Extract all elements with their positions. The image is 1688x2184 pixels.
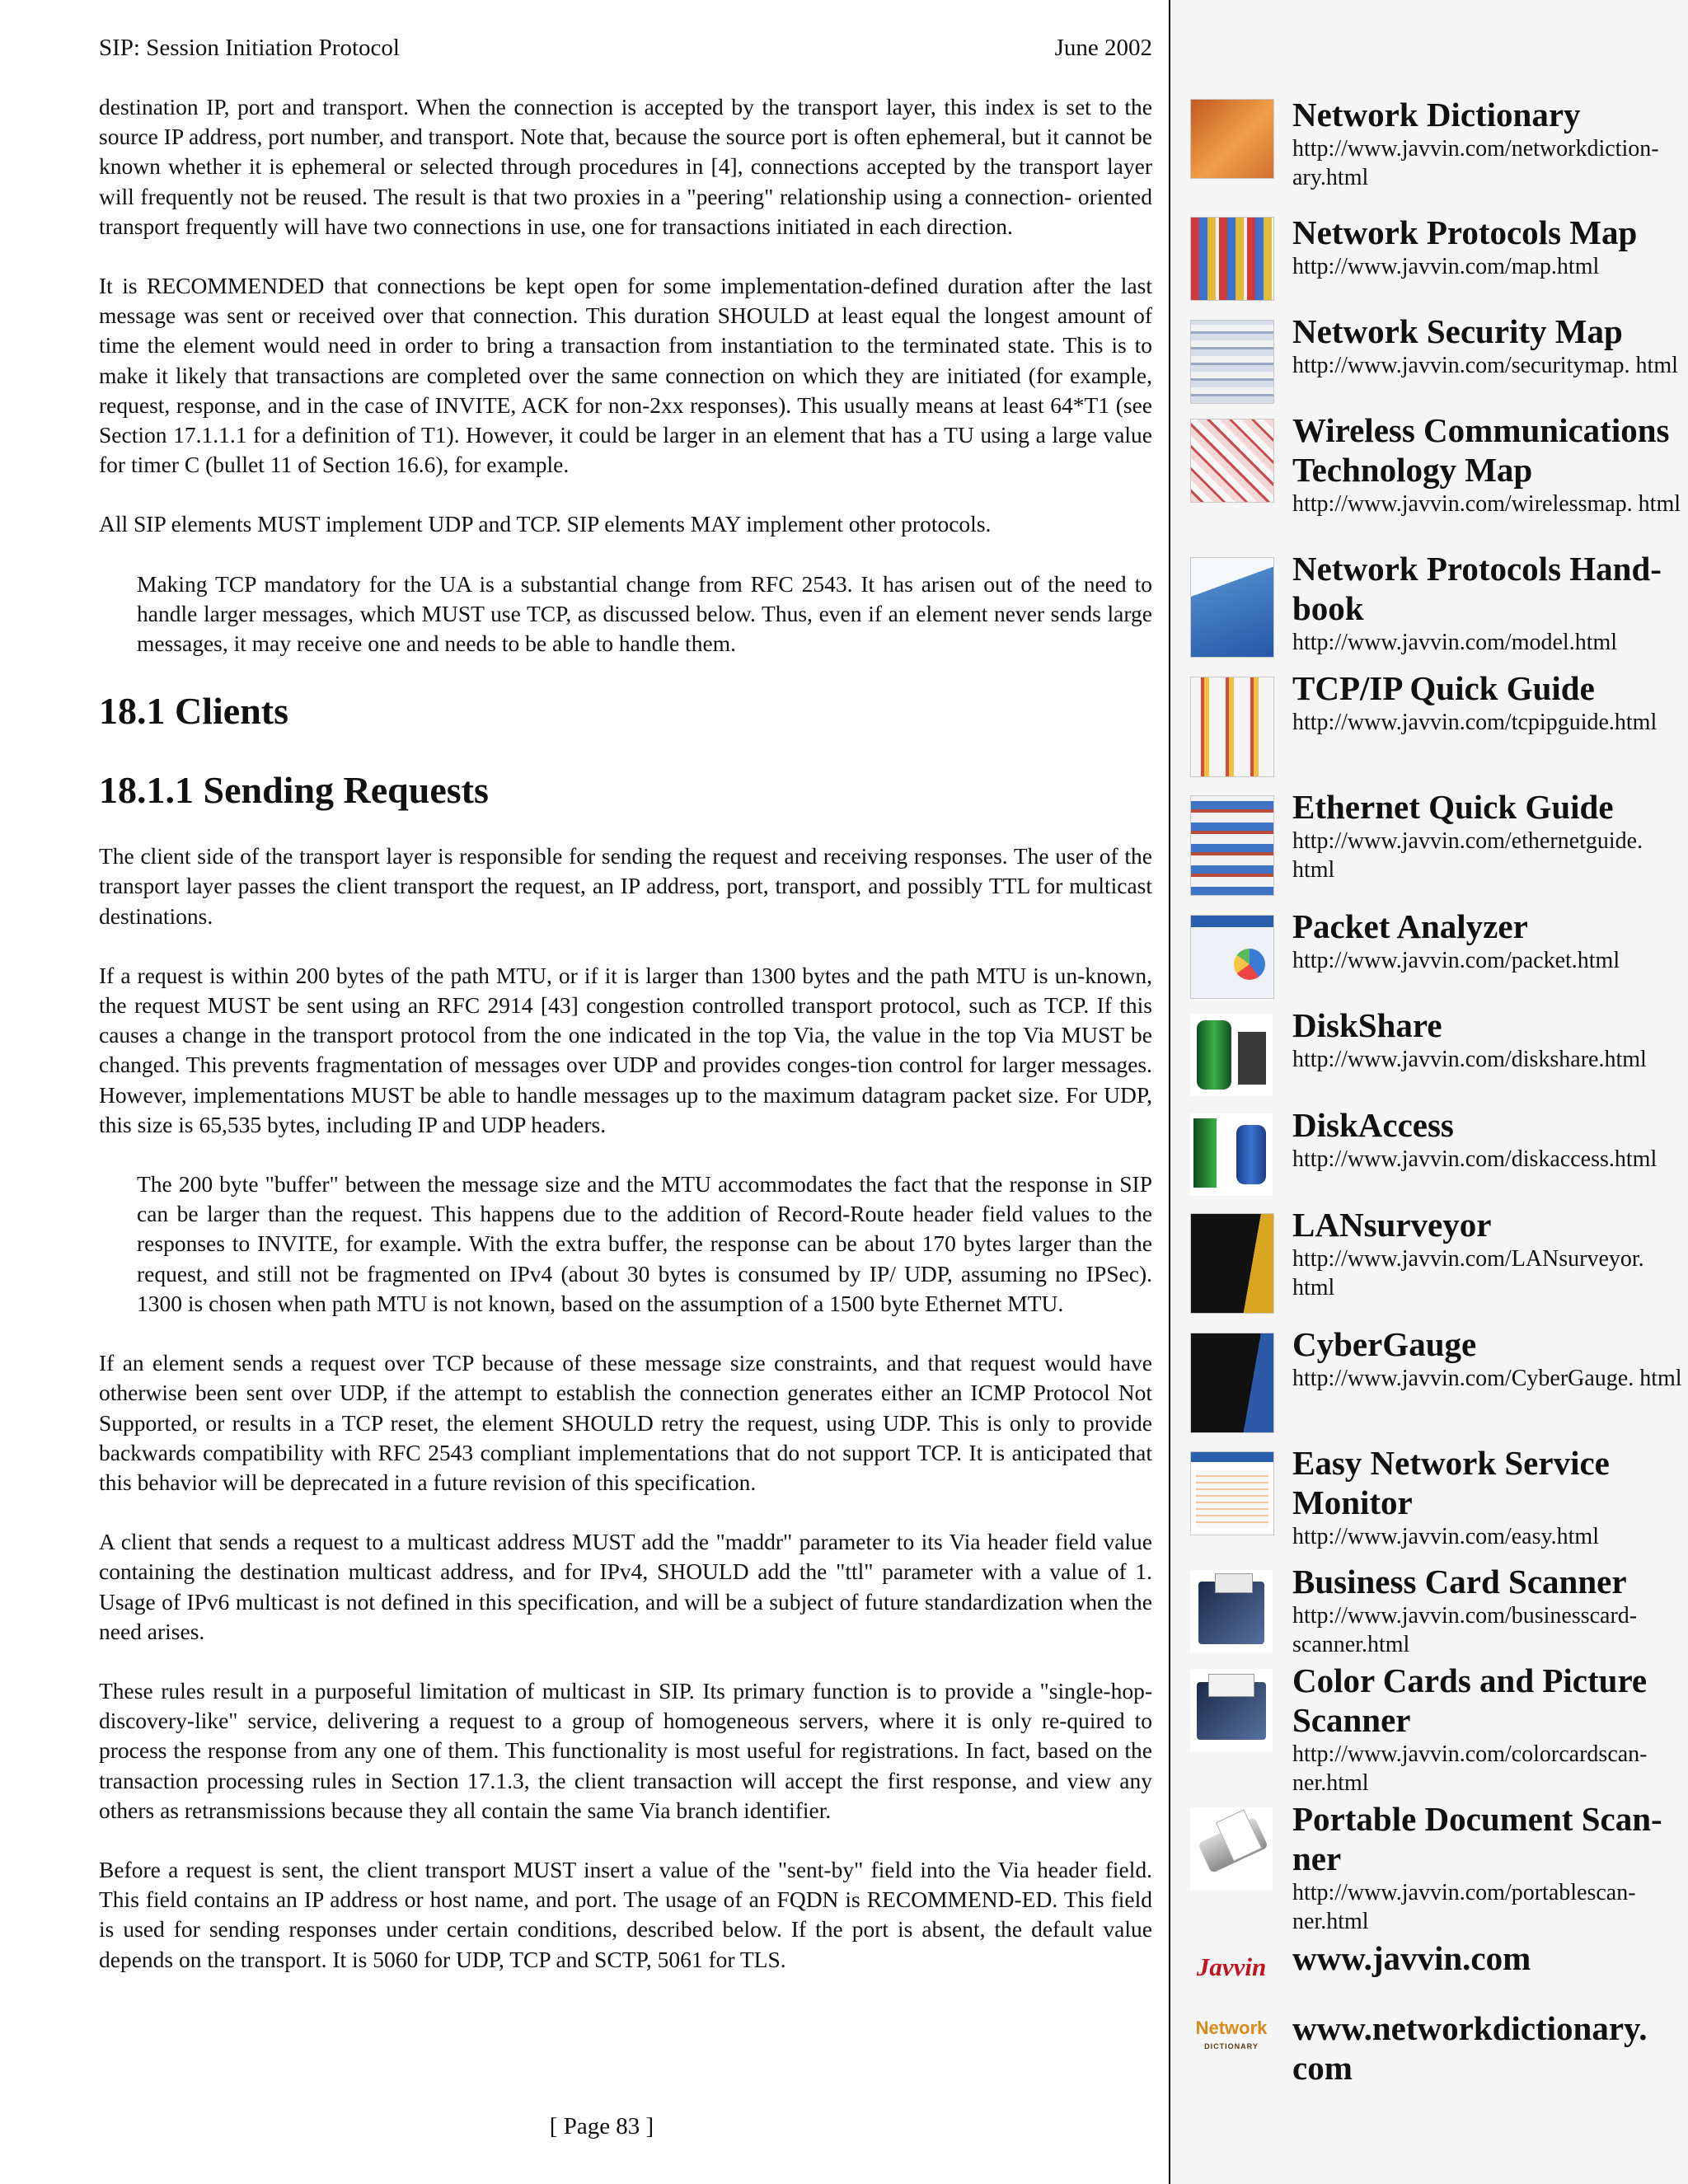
ad-title[interactable]: Ethernet Quick Guide (1292, 788, 1614, 826)
guide-poster-icon (1190, 795, 1274, 896)
ad-url[interactable]: http://www.javvin.com/networkdiction-ary.html (1292, 136, 1659, 190)
paragraph: These rules result in a purposeful limitation of multicast in SIP. Its primary function is to provide a "single-hop-discovery-like" service, delivering a request to a group of homogeneous servers, where it is only re-quired to process the response from any one of them. This functionality is most useful for registrations. In fact, based on the transaction processing rules in Section 17.1.3, the client transaction will accept the first response, and view any others as retransmissions because they all contain the same Via branch identifier. (99, 1677, 1152, 1823)
ad-url[interactable]: http://www.javvin.com/businesscard-scanner.html (1292, 1603, 1638, 1657)
map-poster-icon (1190, 320, 1274, 404)
guide-poster-icon (1190, 677, 1274, 777)
paragraph: destination IP, port and transport. When the connection is accepted by the transport layer, this index is set to the source IP address, port number, and transport. Note that, because the source port is often ephemeral, but it cannot be known whether it is ephemeral or selected through procedures in [4], connections accepted by the transport layer will frequently not be reused. The result is that two proxies in a "peering" relationship using a connection- oriented transport frequently will have two connections in use, one for transactions initiated in each direction. (99, 94, 1152, 239)
paragraph: If an element sends a request over TCP because of these message size constraints, and that request would have otherwise been sent over UDP, if the attempt to establish the connection generates either an ICMP Protocol Not Supported, or results in a TCP reset, the element SHOULD retry the request, using UDP. This is only to provide backwards compatibility with RFC 2543 compliant implementations that do not support TCP. It is anticipated that this behavior will be deprecated in a future revision of this specification. (99, 1350, 1152, 1495)
paragraph: A client that sends a request to a multicast address MUST add the "maddr" parameter to its Via header field value containing the destination multicast address, and for IPv4, SHOULD add the "ttl" parameter with a value of 1. Usage of IPv6 multicast is not defined in this specification, and will be a subject of future standardization when the need arises. (99, 1529, 1152, 1644)
ad-title[interactable]: www.networkdictionary. com (1292, 2009, 1648, 2087)
software-box-icon (1190, 1213, 1274, 1314)
screenshot-icon (1190, 915, 1274, 999)
ad-url[interactable]: http://www.javvin.com/colorcardscan-ner.html (1292, 1741, 1648, 1796)
ad-title[interactable]: LANsurveyor (1292, 1206, 1492, 1244)
map-poster-icon (1190, 419, 1274, 503)
running-header-date: June 2002 (1054, 35, 1152, 61)
paragraph: Before a request is sent, the client transport MUST insert a value of the "sent-by" field into the Via header field. This field contains an IP address or host name, and port. The usage of an FQDN is RECOMMEND-ED. This field is used for sending responses under certain conditions, described below. If the port is absent, the default value depends on the transport. It is 5060 for UDP, TCP and SCTP, 5061 for TLS. (99, 1856, 1152, 1972)
ad-title[interactable]: Network Security Map (1292, 312, 1623, 350)
subsection-heading-sending-requests: 18.1.1 Sending Requests (99, 769, 489, 812)
running-header-title: SIP: Session Initiation Protocol (99, 35, 400, 61)
ad-url[interactable]: http://www.javvin.com/portablescan-ner.html (1292, 1880, 1636, 1934)
ad-url[interactable]: http://www.javvin.com/model.html (1292, 630, 1618, 655)
ad-url[interactable]: http://www.javvin.com/easy.html (1292, 1524, 1599, 1549)
ad-title[interactable]: Business Card Scanner (1292, 1563, 1627, 1601)
ad-title[interactable]: CyberGauge (1292, 1325, 1477, 1363)
indented-note: The 200 byte "buffer" between the message size and the MTU accommodates the fact that the response in SIP can be larger than the request. This happens due to the addition of Record-Route header field values to the responses to INVITE, for example. With the extra buffer, the response can be about 170 bytes larger than the request, and still not be fragmented on IPv4 (about 30 bytes is consumed by IP/ UDP, assuming no IPSec). 1300 is chosen when path MTU is not known, based on the assumption of a 1500 byte Ethernet MTU. (137, 1171, 1152, 1316)
ad-title[interactable]: www.javvin.com (1292, 1939, 1531, 1977)
scanner-icon (1190, 1669, 1273, 1751)
ad-title[interactable]: Network Protocols Hand-book (1292, 550, 1662, 627)
ad-title[interactable]: Packet Analyzer (1292, 907, 1528, 945)
scanner-icon (1190, 1570, 1273, 1652)
javvin-logo: Javvin (1196, 1952, 1267, 1981)
ad-url[interactable]: http://www.javvin.com/ethernetguide. html (1292, 828, 1643, 883)
page-number: [ Page 83 ] (549, 2113, 654, 2139)
ad-url[interactable]: http://www.javvin.com/packet.html (1292, 948, 1620, 973)
paragraph: All SIP elements MUST implement UDP and TCP. SIP elements MAY implement other protocols. (99, 511, 992, 537)
disk-server-icon (1190, 1113, 1273, 1196)
ad-title[interactable]: DiskAccess (1292, 1106, 1454, 1144)
ad-title[interactable]: Portable Document Scan-ner (1292, 1800, 1662, 1877)
software-box-icon (1190, 1333, 1274, 1433)
ad-url[interactable]: http://www.javvin.com/diskshare.html (1292, 1047, 1647, 1072)
ad-url[interactable]: http://www.javvin.com/wirelessmap. html (1292, 491, 1681, 517)
ad-title[interactable]: Network Dictionary (1292, 96, 1581, 134)
ad-title[interactable]: DiskShare (1292, 1006, 1442, 1044)
document-body (99, 92, 1152, 2004)
ad-title[interactable]: Color Cards and Picture Scanner (1292, 1661, 1648, 1739)
indented-note: Making TCP mandatory for the UA is a substantial change from RFC 2543. It has arisen out of the need to handle larger messages, which MUST use TCP, as discussed below. Thus, even if an element never sends large messages, it may receive one and needs to be able to handle them. (137, 570, 1152, 657)
disk-server-icon (1190, 1014, 1273, 1096)
book-cover-icon (1190, 99, 1274, 179)
ad-title[interactable]: TCP/IP Quick Guide (1292, 669, 1595, 707)
sidebar (1170, 0, 1688, 2184)
paragraph: The client side of the transport layer is responsible for sending the request and receiving responses. The user of the transport layer passes the client transport the request, an IP address, port, transport, and possibly TTL for multicast destinations. (99, 843, 1152, 929)
book-cover-icon (1190, 557, 1274, 658)
map-poster-icon (1190, 217, 1274, 301)
network-dictionary-logo: Network DICTIONARY (1195, 2018, 1268, 2050)
ad-url[interactable]: http://www.javvin.com/tcpipguide.html (1292, 710, 1658, 735)
paragraph: It is RECOMMENDED that connections be kept open for some implementation-defined duration after the last message was sent or received over that connection. This duration SHOULD at least equal the longest amount of time the element would need in order to bring a transaction from instantiation to the terminated state. This is to make it likely that transactions are completed over the same connection on which they are initiated (for example, request, response, and in the case of INVITE, ACK for non-2xx responses). This usually means at least 64*T1 (see Section 17.1.1.1 for a definition of T1). However, it could be larger in an element that has a TU using a large value for timer C (bullet 11 of Section 16.6), for example. (99, 273, 1152, 478)
ad-url[interactable]: http://www.javvin.com/LANsurveyor. html (1292, 1246, 1644, 1301)
ad-title[interactable]: Network Protocols Map (1292, 213, 1638, 251)
ad-title[interactable]: Easy Network Service Monitor (1292, 1444, 1610, 1521)
section-heading-clients: 18.1 Clients (99, 690, 288, 733)
screenshot-icon (1190, 1451, 1274, 1535)
scanner-icon (1190, 1807, 1273, 1890)
ad-url[interactable]: http://www.javvin.com/diskaccess.html (1292, 1146, 1658, 1172)
pie-chart-icon (1234, 949, 1265, 980)
ad-url[interactable]: http://www.javvin.com/securitymap. html (1292, 353, 1678, 378)
ad-url[interactable]: http://www.javvin.com/CyberGauge. html (1292, 1366, 1682, 1391)
paragraph: If a request is within 200 bytes of the path MTU, or if it is larger than 1300 bytes and the path MTU is un-known, the request MUST be sent using an RFC 2914 [43] congestion controlled transport protocol, such as TCP. If this causes a change in the transport protocol from the one indicated in the top Via, the value in the top Via MUST be changed. This prevents fragmentation of messages over UDP and provides conges-tion control for larger messages. However, implementations MUST be able to handle messages up to the maximum datagram packet size. For UDP, this size is 65,535 bytes, including IP and UDP headers. (99, 962, 1152, 1137)
ad-title[interactable]: Wireless Communications Technology Map (1292, 411, 1670, 489)
ad-url[interactable]: http://www.javvin.com/map.html (1292, 254, 1600, 279)
